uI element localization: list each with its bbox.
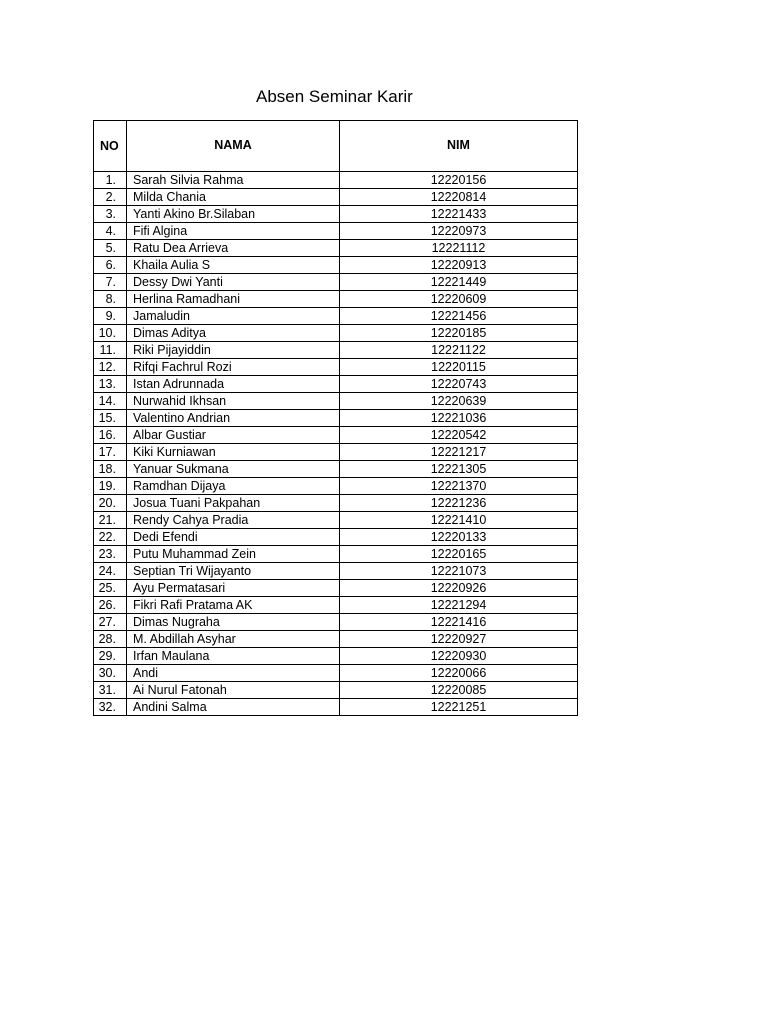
student-nim: 12221456 (340, 308, 578, 325)
row-number: 14. (94, 393, 127, 410)
student-nim: 12220814 (340, 189, 578, 206)
student-nim: 12220185 (340, 325, 578, 342)
row-number: 6. (94, 257, 127, 274)
table-row (94, 359, 578, 376)
student-name: Jamaludin (127, 308, 340, 325)
student-name: Fifi Algina (127, 223, 340, 240)
table-row (94, 393, 578, 410)
row-number: 16. (94, 427, 127, 444)
student-name: Ramdhan Dijaya (127, 478, 340, 495)
table-row (94, 614, 578, 631)
table-row (94, 308, 578, 325)
student-nim: 12220639 (340, 393, 578, 410)
student-nim: 12221370 (340, 478, 578, 495)
student-name: Ayu Permatasari (127, 580, 340, 597)
student-name: Yanti Akino Br.Silaban (127, 206, 340, 223)
table-row (94, 189, 578, 206)
table-row (94, 631, 578, 648)
row-number: 2. (94, 189, 127, 206)
student-nim: 12220156 (340, 172, 578, 189)
student-name: Ratu Dea Arrieva (127, 240, 340, 257)
row-number: 31. (94, 682, 127, 699)
student-name: Andini Salma (127, 699, 340, 716)
table-row (94, 682, 578, 699)
student-name: M. Abdillah Asyhar (127, 631, 340, 648)
student-nim: 12221236 (340, 495, 578, 512)
table-row (94, 427, 578, 444)
row-number: 25. (94, 580, 127, 597)
row-number: 4. (94, 223, 127, 240)
table-row (94, 172, 578, 189)
student-nim: 12221122 (340, 342, 578, 359)
student-name: Khaila Aulia S (127, 257, 340, 274)
row-number: 8. (94, 291, 127, 308)
column-header-nim: NIM (340, 121, 578, 172)
row-number: 10. (94, 325, 127, 342)
student-name: Kiki Kurniawan (127, 444, 340, 461)
table-row (94, 478, 578, 495)
student-nim: 12220115 (340, 359, 578, 376)
table-row (94, 444, 578, 461)
row-number: 23. (94, 546, 127, 563)
student-name: Sarah Silvia Rahma (127, 172, 340, 189)
table-row (94, 665, 578, 682)
student-name: Riki Pijayiddin (127, 342, 340, 359)
row-number: 21. (94, 512, 127, 529)
student-nim: 12221433 (340, 206, 578, 223)
table-body (94, 172, 578, 716)
document-title: Absen Seminar Karir (256, 87, 413, 106)
student-nim: 12221112 (340, 240, 578, 257)
student-name: Istan Adrunnada (127, 376, 340, 393)
table-row (94, 274, 578, 291)
row-number: 7. (94, 274, 127, 291)
table-header (94, 121, 578, 172)
student-nim: 12220542 (340, 427, 578, 444)
student-nim: 12221036 (340, 410, 578, 427)
table-row (94, 529, 578, 546)
table-row (94, 546, 578, 563)
student-nim: 12220927 (340, 631, 578, 648)
student-name: Irfan Maulana (127, 648, 340, 665)
table-row (94, 223, 578, 240)
student-nim: 12220066 (340, 665, 578, 682)
student-nim: 12221073 (340, 563, 578, 580)
student-nim: 12220973 (340, 223, 578, 240)
table-row (94, 240, 578, 257)
student-name: Dimas Nugraha (127, 614, 340, 631)
student-name: Josua Tuani Pakpahan (127, 495, 340, 512)
student-name: Ai Nurul Fatonah (127, 682, 340, 699)
row-number: 1. (94, 172, 127, 189)
row-number: 15. (94, 410, 127, 427)
row-number: 19. (94, 478, 127, 495)
student-nim: 12220926 (340, 580, 578, 597)
student-name: Dedi Efendi (127, 529, 340, 546)
table-row (94, 597, 578, 614)
row-number: 29. (94, 648, 127, 665)
student-nim: 12221449 (340, 274, 578, 291)
student-name: Rifqi Fachrul Rozi (127, 359, 340, 376)
student-name: Septian Tri Wijayanto (127, 563, 340, 580)
table-row (94, 512, 578, 529)
table-row (94, 495, 578, 512)
table-row (94, 206, 578, 223)
column-header-name: NAMA (127, 121, 340, 172)
table-row (94, 648, 578, 665)
table-row (94, 563, 578, 580)
student-name: Rendy Cahya Pradia (127, 512, 340, 529)
table-row (94, 291, 578, 308)
table-row (94, 410, 578, 427)
student-nim: 12221410 (340, 512, 578, 529)
student-nim: 12220133 (340, 529, 578, 546)
table-row (94, 376, 578, 393)
row-number: 26. (94, 597, 127, 614)
student-nim: 12220165 (340, 546, 578, 563)
row-number: 30. (94, 665, 127, 682)
row-number: 13. (94, 376, 127, 393)
student-name: Dimas Aditya (127, 325, 340, 342)
row-number: 3. (94, 206, 127, 223)
student-nim: 12220930 (340, 648, 578, 665)
student-nim: 12220085 (340, 682, 578, 699)
table-row (94, 580, 578, 597)
row-number: 17. (94, 444, 127, 461)
student-nim: 12220609 (340, 291, 578, 308)
attendance-table (93, 120, 578, 716)
row-number: 24. (94, 563, 127, 580)
student-nim: 12220913 (340, 257, 578, 274)
student-nim: 12221416 (340, 614, 578, 631)
row-number: 18. (94, 461, 127, 478)
row-number: 22. (94, 529, 127, 546)
column-header-no: NO (94, 121, 127, 172)
student-name: Fikri Rafi Pratama AK (127, 597, 340, 614)
student-name: Herlina Ramadhani (127, 291, 340, 308)
student-name: Nurwahid Ikhsan (127, 393, 340, 410)
row-number: 12. (94, 359, 127, 376)
student-name: Albar Gustiar (127, 427, 340, 444)
student-nim: 12221217 (340, 444, 578, 461)
table-row (94, 325, 578, 342)
student-nim: 12220743 (340, 376, 578, 393)
row-number: 28. (94, 631, 127, 648)
student-nim: 12221305 (340, 461, 578, 478)
table-row (94, 342, 578, 359)
row-number: 32. (94, 699, 127, 716)
table-row (94, 461, 578, 478)
student-nim: 12221294 (340, 597, 578, 614)
row-number: 20. (94, 495, 127, 512)
row-number: 11. (94, 342, 127, 359)
row-number: 27. (94, 614, 127, 631)
student-name: Dessy Dwi Yanti (127, 274, 340, 291)
table-row (94, 257, 578, 274)
student-name: Yanuar Sukmana (127, 461, 340, 478)
row-number: 5. (94, 240, 127, 257)
student-name: Milda Chania (127, 189, 340, 206)
student-name: Andi (127, 665, 340, 682)
student-name: Valentino Andrian (127, 410, 340, 427)
row-number: 9. (94, 308, 127, 325)
table-row (94, 699, 578, 716)
student-nim: 12221251 (340, 699, 578, 716)
student-name: Putu Muhammad Zein (127, 546, 340, 563)
header-row (94, 121, 578, 172)
